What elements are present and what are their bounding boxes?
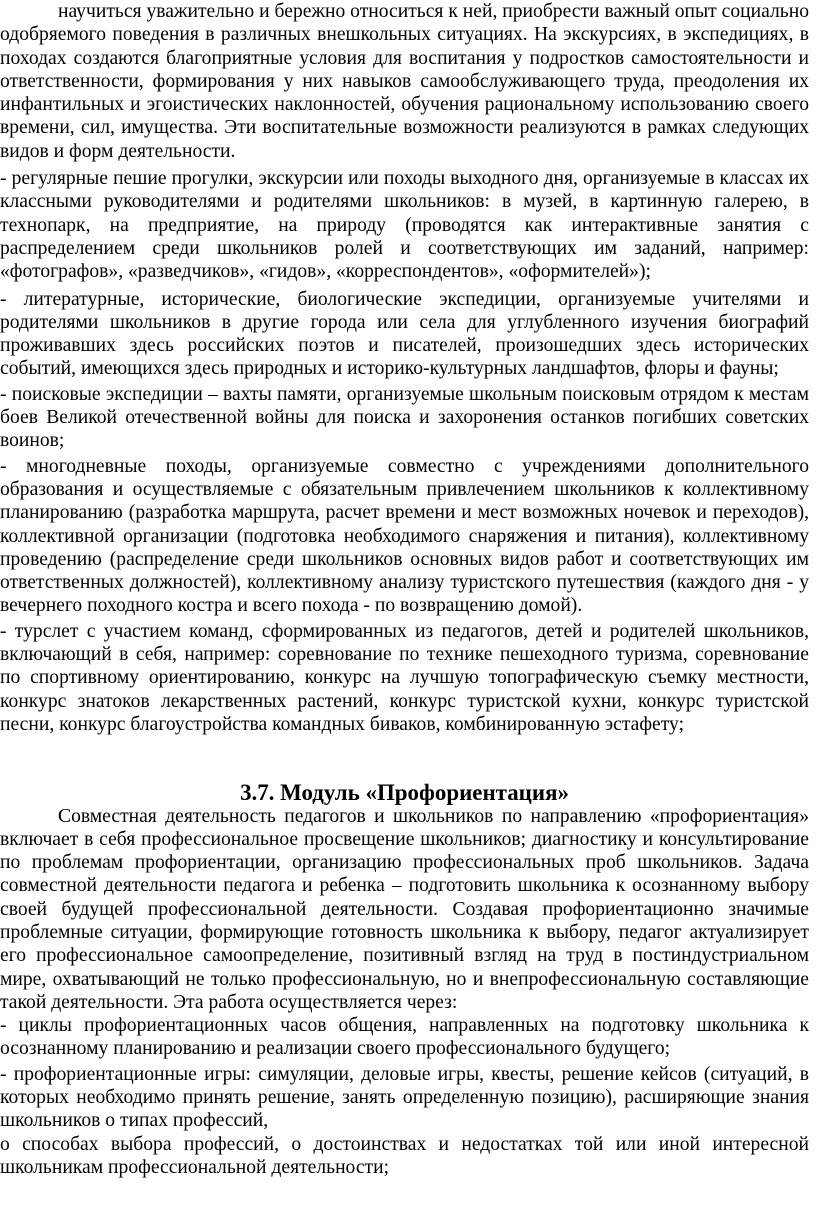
section-paragraph: Совместная деятельность педагогов и школьников по направлению «профориентация» включает в себя профессиональное просвещение школьников; диагностику и консультирование по проблемам профориентации, организацию профессиональных проб школьников. Задача совместной деятельности педагога и ребенка – подготовить школьника к осознанному выбору своей будущей профессиональной деятельности. Создавая профориентационно значимые проблемные ситуации, формирующие готовность школьника к выбору, педагог актуализирует его профессиональное самоопределение, позитивный взгляд на труд в постиндустриальном мире, охватывающий не только профессиональную, но и внепрофессиональную составляющие такой деятельности. Эта работа осуществляется через: <box>0 805 809 1013</box>
intro-paragraph: научиться уважительно и бережно относиться к ней, приобрести важный опыт социально одобряемого поведения в различных внешкольных ситуациях. На экскурсиях, в экспедициях, в походах создаются благоприятные условия для воспитания у подростков самостоятельности и ответственности, формирования у них навыков самообслуживающего труда, преодоления их инфантильных и эгоистических наклонностей, обучения рациональному использованию своего времени, сил, имущества. Эти воспитательные возможности реализуются в рамках следующих видов и форм деятельности. <box>0 1 809 162</box>
section-heading-career-guidance: 3.7. Модуль «Профориентация» <box>240 780 569 806</box>
section-item-hours: - циклы профориентационных часов общения, направленных на подготовку школьника к осознанному планированию и реализации своего профессионального будущего; <box>0 1015 809 1060</box>
activity-item-expeditions: - литературные, исторические, биологические экспедиции, организуемые учителями и родителями школьников в другие города или села для углубленного изучения биографий проживавших здесь российских поэтов и писателей, произошедших здесь исторических событий, имеющихся здесь природных и историко-культурных ландшафтов, флоры и фауны; <box>0 288 809 380</box>
activity-item-search-expeditions: - поисковые экспедиции – вахты памяти, организуемые школьным поисковым отрядом к местам боев Великой отечественной войны для поиска и захоронения останков погибших советских воинов; <box>0 383 809 452</box>
section-item-games: - профориентационные игры: симуляции, деловые игры, квесты, решение кейсов (ситуаций, в которых необходимо принять решение, занять определенную позицию), расширяющие знания школьников о типах профессий, <box>0 1063 809 1132</box>
activity-item-hikes: - многодневные походы, организуемые совместно с учреждениями дополнительного образования и осуществляемые с обязательным привлечением школьников к коллективному планированию (разработка маршрута, расчет времени и мест возможных ночевок и переходов), коллективной организации (подготовка необходимого снаряжения и питания), коллективному проведению (распределение среди школьников основных видов работ и соответствующих им ответственных должностей), коллективному анализу туристского путешествия (каждого дня - у вечернего походного костра и всего похода - по возвращению домой). <box>0 455 809 617</box>
activity-item-tourist-rally: - турслет с участием команд, сформированных из педагогов, детей и родителей школьников, включающий в себя, например: соревнование по технике пешеходного туризма, соревнование по спортивному ориентированию, конкурс на лучшую топографическую съемку местности, конкурс знатоков лекарственных растений, конкурс туристской кухни, конкурс туристской песни, конкурс благоустройства командных биваков, комбинированную эстафету; <box>0 620 809 735</box>
activity-item-walks: - регулярные пешие прогулки, экскурсии или походы выходного дня, организуемые в классах их классными руководителями и родителями школьников: в музей, в картинную галерею, в технопарк, на предприятие, на природу (проводятся как интерактивные занятия с распределением среди школьников ролей и соответствующих им заданий, например: «фотографов», «разведчиков», «гидов», «корреспондентов», «оформителей»); <box>0 168 809 283</box>
section-item-choice-methods: о способах выбора профессий, о достоинствах и недостатках той или иной интересной школьникам профессиональной деятельности; <box>0 1133 809 1178</box>
